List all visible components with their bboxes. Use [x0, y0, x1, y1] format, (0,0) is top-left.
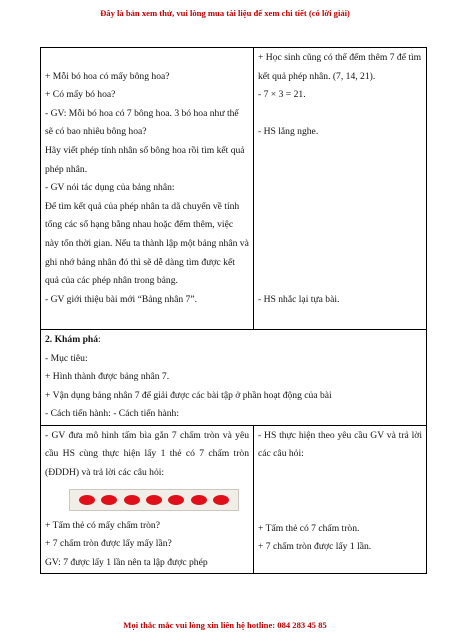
teacher-column [41, 48, 254, 330]
student-text: - HS lắng nghe. [258, 126, 319, 138]
red-dot [124, 495, 140, 505]
dot-card-image [69, 489, 239, 511]
hotline-banner: Mọi thắc mắc vui lòng xin liên hệ hotline: 084 283 45 85 [123, 620, 327, 630]
teacher-text: GV: 7 được lấy 1 lần nên ta lập được phép [45, 556, 208, 568]
section-line: - Cách tiến hành: - Cách tiến hành: [45, 408, 180, 420]
teacher-text: - GV: Mỗi bó hoa có 7 bông hoa. 3 bó hoa như thế sẽ có bao nhiêu bông hoa? [45, 107, 239, 138]
section-line: - Mục tiêu: [45, 352, 88, 364]
teacher-text: Hãy viết phép tính nhân số bông hoa rồi tìm kết quả phép nhân. [45, 144, 245, 175]
question-line: + Mỗi bó hoa có mấy bông hoa? [45, 70, 170, 82]
student-text: + Tấm thẻ có 7 chấm tròn. [258, 522, 360, 534]
student-text: + Học sinh cũng có thể đếm thêm 7 để tìm kết quả phép nhân. (7, 14, 21). [258, 52, 422, 82]
student-column [254, 48, 427, 330]
teacher-column [41, 425, 254, 574]
student-text: - HS thực hiện theo yêu cầu GV và trả lời các câu hỏi: [258, 429, 422, 460]
question-line: + Có mấy bó hoa? [45, 89, 116, 101]
section-cell [41, 329, 427, 425]
red-dot [101, 495, 117, 505]
student-text: + 7 chấm tròn được lấy 1 lần. [258, 541, 372, 553]
table-row [41, 425, 427, 574]
red-dot [168, 495, 184, 505]
teacher-text: - GV nói tác dụng của bảng nhân: [45, 182, 175, 194]
student-column [254, 425, 427, 574]
red-dot [213, 495, 229, 505]
teacher-text: - GV đưa mô hình tấm bìa gắn 7 chấm tròn và yêu cầu HS cùng thực hiện lấy 1 thẻ có 7 chấm tròn (ĐDDH) và trả lời các câu hỏi: [45, 429, 249, 479]
section-line: + Hình thành được bảng nhân 7. [45, 371, 170, 383]
table-row [41, 329, 427, 425]
section-line: + Vận dụng bảng nhân 7 để giải được các bài tập ở phần hoạt động của bài [45, 389, 332, 401]
red-dot [191, 495, 207, 505]
teacher-text: Để tìm kết quả của phép nhân ta dã chuyển về tính tổng các số hạng bằng nhau hoặc đếm thêm, việc này tốn thời gian. Nếu ta thành lập một bảng nhân và ghi nhớ bảng nhân đó thì sẽ dễ dàng tìm được kết quả của các phép nhân trong bảng. [45, 200, 249, 287]
student-text: - 7 × 3 = 21. [258, 89, 306, 101]
question-line: + 7 chấm tròn được lấy mấy lần? [45, 538, 172, 550]
lesson-table [40, 47, 427, 574]
red-dot [146, 495, 162, 505]
red-dot [79, 495, 95, 505]
teacher-text: - GV giới thiệu bài mới “Bảng nhân 7”. [45, 293, 197, 305]
table-row [41, 48, 427, 330]
section-heading: 2. Khám phá [45, 333, 99, 345]
preview-banner: Đây là bản xem thử, vui lòng mua tài liệu để xem chi tiết (có lời giải) [100, 8, 350, 18]
heading-colon: : [98, 333, 101, 345]
question-line: + Tấm thẻ có mấy chấm tròn? [45, 519, 160, 531]
student-text: - HS nhắc lại tựa bài. [258, 293, 340, 305]
